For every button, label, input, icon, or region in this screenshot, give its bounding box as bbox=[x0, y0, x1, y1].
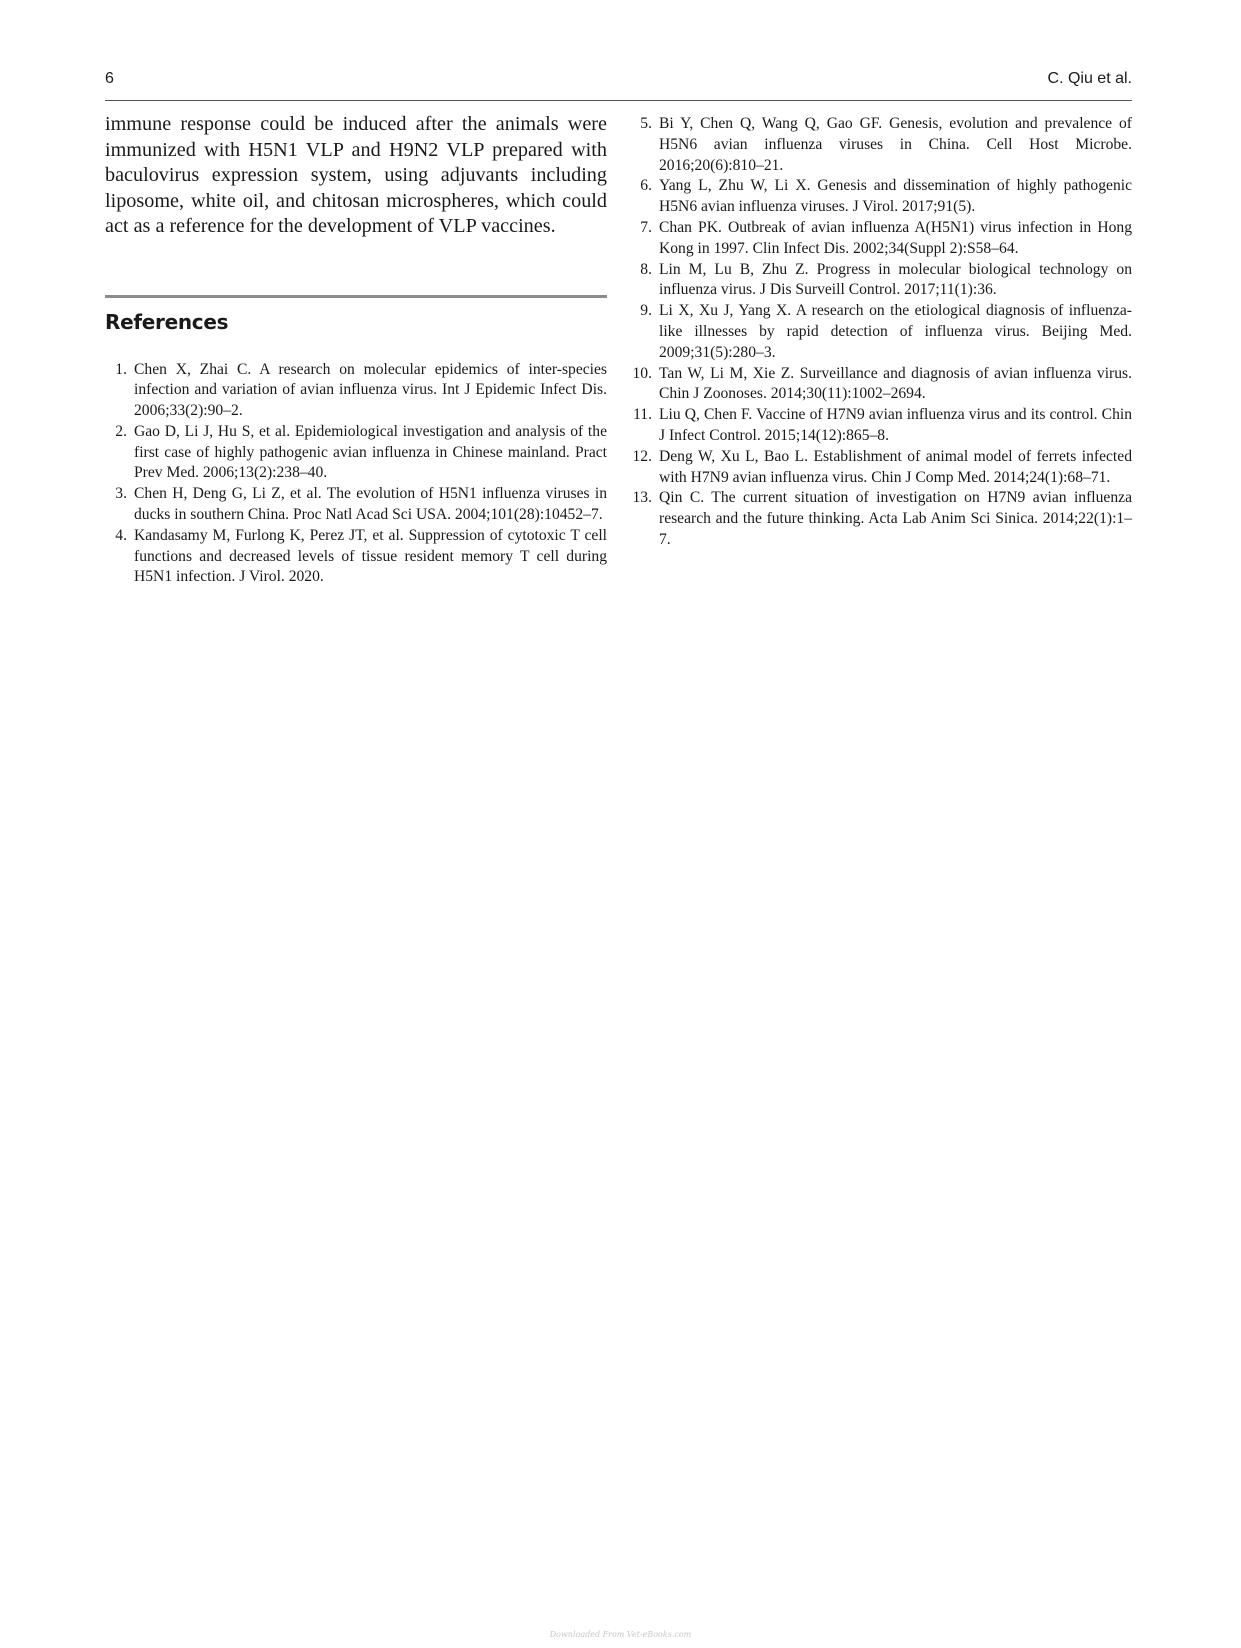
reference-text: Kandasamy M, Furlong K, Perez JT, et al. Suppression of cytotoxic T cell functions and decreased levels of tissue resident memory T cell during H5N1 infection. J Virol. 2020. bbox=[134, 526, 607, 586]
reference-text: Lin M, Lu B, Zhu Z. Progress in molecular biological technology on influenza virus. J Dis Surveill Control. 2017;11(1):36. bbox=[659, 260, 1132, 299]
left-column bbox=[105, 112, 607, 588]
reference-number: 10. bbox=[632, 364, 652, 382]
reference-number: 4. bbox=[115, 526, 127, 544]
reference-text: Bi Y, Chen Q, Wang Q, Gao GF. Genesis, evolution and prevalence of H5N6 avian influenza viruses in China. Cell Host Microbe. 2016;20(6):810–21. bbox=[659, 115, 1132, 174]
reference-item bbox=[630, 260, 1132, 302]
running-head: C. Qiu et al. bbox=[1047, 70, 1132, 87]
header-rule bbox=[105, 100, 1132, 101]
body-paragraph: immune response could be induced after the animals were immunized with H5N1 VLP and H9N2 VLP prepared with baculovirus expression system, using adjuvants including liposome, white oil, and chitosan microspheres, which could act as a reference for the development of VLP vaccines. bbox=[105, 113, 607, 237]
references-heading: References bbox=[105, 309, 229, 334]
reference-number: 5. bbox=[640, 115, 652, 132]
reference-item bbox=[105, 422, 607, 484]
reference-number: 3. bbox=[115, 485, 127, 503]
reference-text: Qin C. The current situation of investigation on H7N9 avian influenza research and the future thinking. Acta Lab Anim Sci Sinica. 2014;22(1):1–7. bbox=[659, 489, 1132, 548]
reference-text: Liu Q, Chen F. Vaccine of H7N9 avian influenza virus and its control. Chin J Infect Control. 2015;14(12):865–8. bbox=[659, 406, 1132, 444]
reference-text: Chen X, Zhai C. A research on molecular epidemics of inter-species infection and variation of avian influenza virus. Int J Epidemic Infect Dis. 2006;33(2):90–2. bbox=[134, 360, 607, 420]
reference-text: Deng W, Xu L, Bao L. Establishment of animal model of ferrets infected with H7N9 avian influenza virus. Chin J Comp Med. 2014;24(1):68–71. bbox=[659, 447, 1132, 486]
reference-text: Chan PK. Outbreak of avian influenza A(H5N1) virus infection in Hong Kong in 1997. Clin Infect Dis. 2002;34(Suppl 2):S58–64. bbox=[659, 218, 1132, 257]
reference-item bbox=[105, 484, 607, 526]
reference-number: 11. bbox=[633, 406, 652, 424]
reference-item bbox=[630, 364, 1132, 406]
reference-item bbox=[105, 526, 607, 588]
reference-number: 2. bbox=[115, 422, 127, 440]
reference-list-right bbox=[630, 114, 1132, 551]
reference-number: 7. bbox=[640, 218, 652, 236]
reference-item bbox=[630, 176, 1132, 218]
reference-text: Gao D, Li J, Hu S, et al. Epidemiological investigation and analysis of the first case of highly pathogenic avian influenza in Chinese mainland. Pract Prev Med. 2006;13(2):238–40. bbox=[134, 422, 607, 482]
reference-number: 1. bbox=[115, 360, 127, 378]
page-number: 6 bbox=[105, 70, 114, 87]
right-column bbox=[630, 114, 1132, 551]
reference-item bbox=[630, 114, 1132, 176]
reference-item bbox=[630, 447, 1132, 489]
footer-watermark: Downloaded From Vet-eBooks.com bbox=[549, 1630, 692, 1639]
reference-item bbox=[105, 360, 607, 422]
reference-text: Li X, Xu J, Yang X. A research on the etiological diagnosis of influenza-like illnesses by rapid detection of influenza virus. Beijing Med. 2009;31(5):280–3. bbox=[659, 302, 1132, 361]
reference-number: 8. bbox=[640, 260, 652, 278]
reference-text: Yang L, Zhu W, Li X. Genesis and dissemination of highly pathogenic H5N6 avian influenza viruses. J Virol. 2017;91(5). bbox=[659, 177, 1132, 216]
reference-text: Chen H, Deng G, Li Z, et al. The evolution of H5N1 influenza viruses in ducks in southern China. Proc Natl Acad Sci USA. 2004;101(28):10452–7. bbox=[134, 485, 607, 524]
reference-number: 6. bbox=[640, 177, 652, 195]
reference-number: 13. bbox=[632, 489, 652, 507]
reference-item bbox=[630, 488, 1132, 550]
reference-item bbox=[630, 301, 1132, 363]
reference-number: 9. bbox=[640, 302, 652, 320]
reference-text: Tan W, Li M, Xie Z. Surveillance and diagnosis of avian influenza virus. Chin J Zoonoses. 2014;30(11):1002–2694. bbox=[659, 364, 1132, 403]
section-rule bbox=[105, 295, 607, 298]
reference-number: 12. bbox=[632, 447, 652, 465]
reference-list-left bbox=[105, 360, 607, 589]
reference-item bbox=[630, 405, 1132, 447]
reference-item bbox=[630, 218, 1132, 260]
